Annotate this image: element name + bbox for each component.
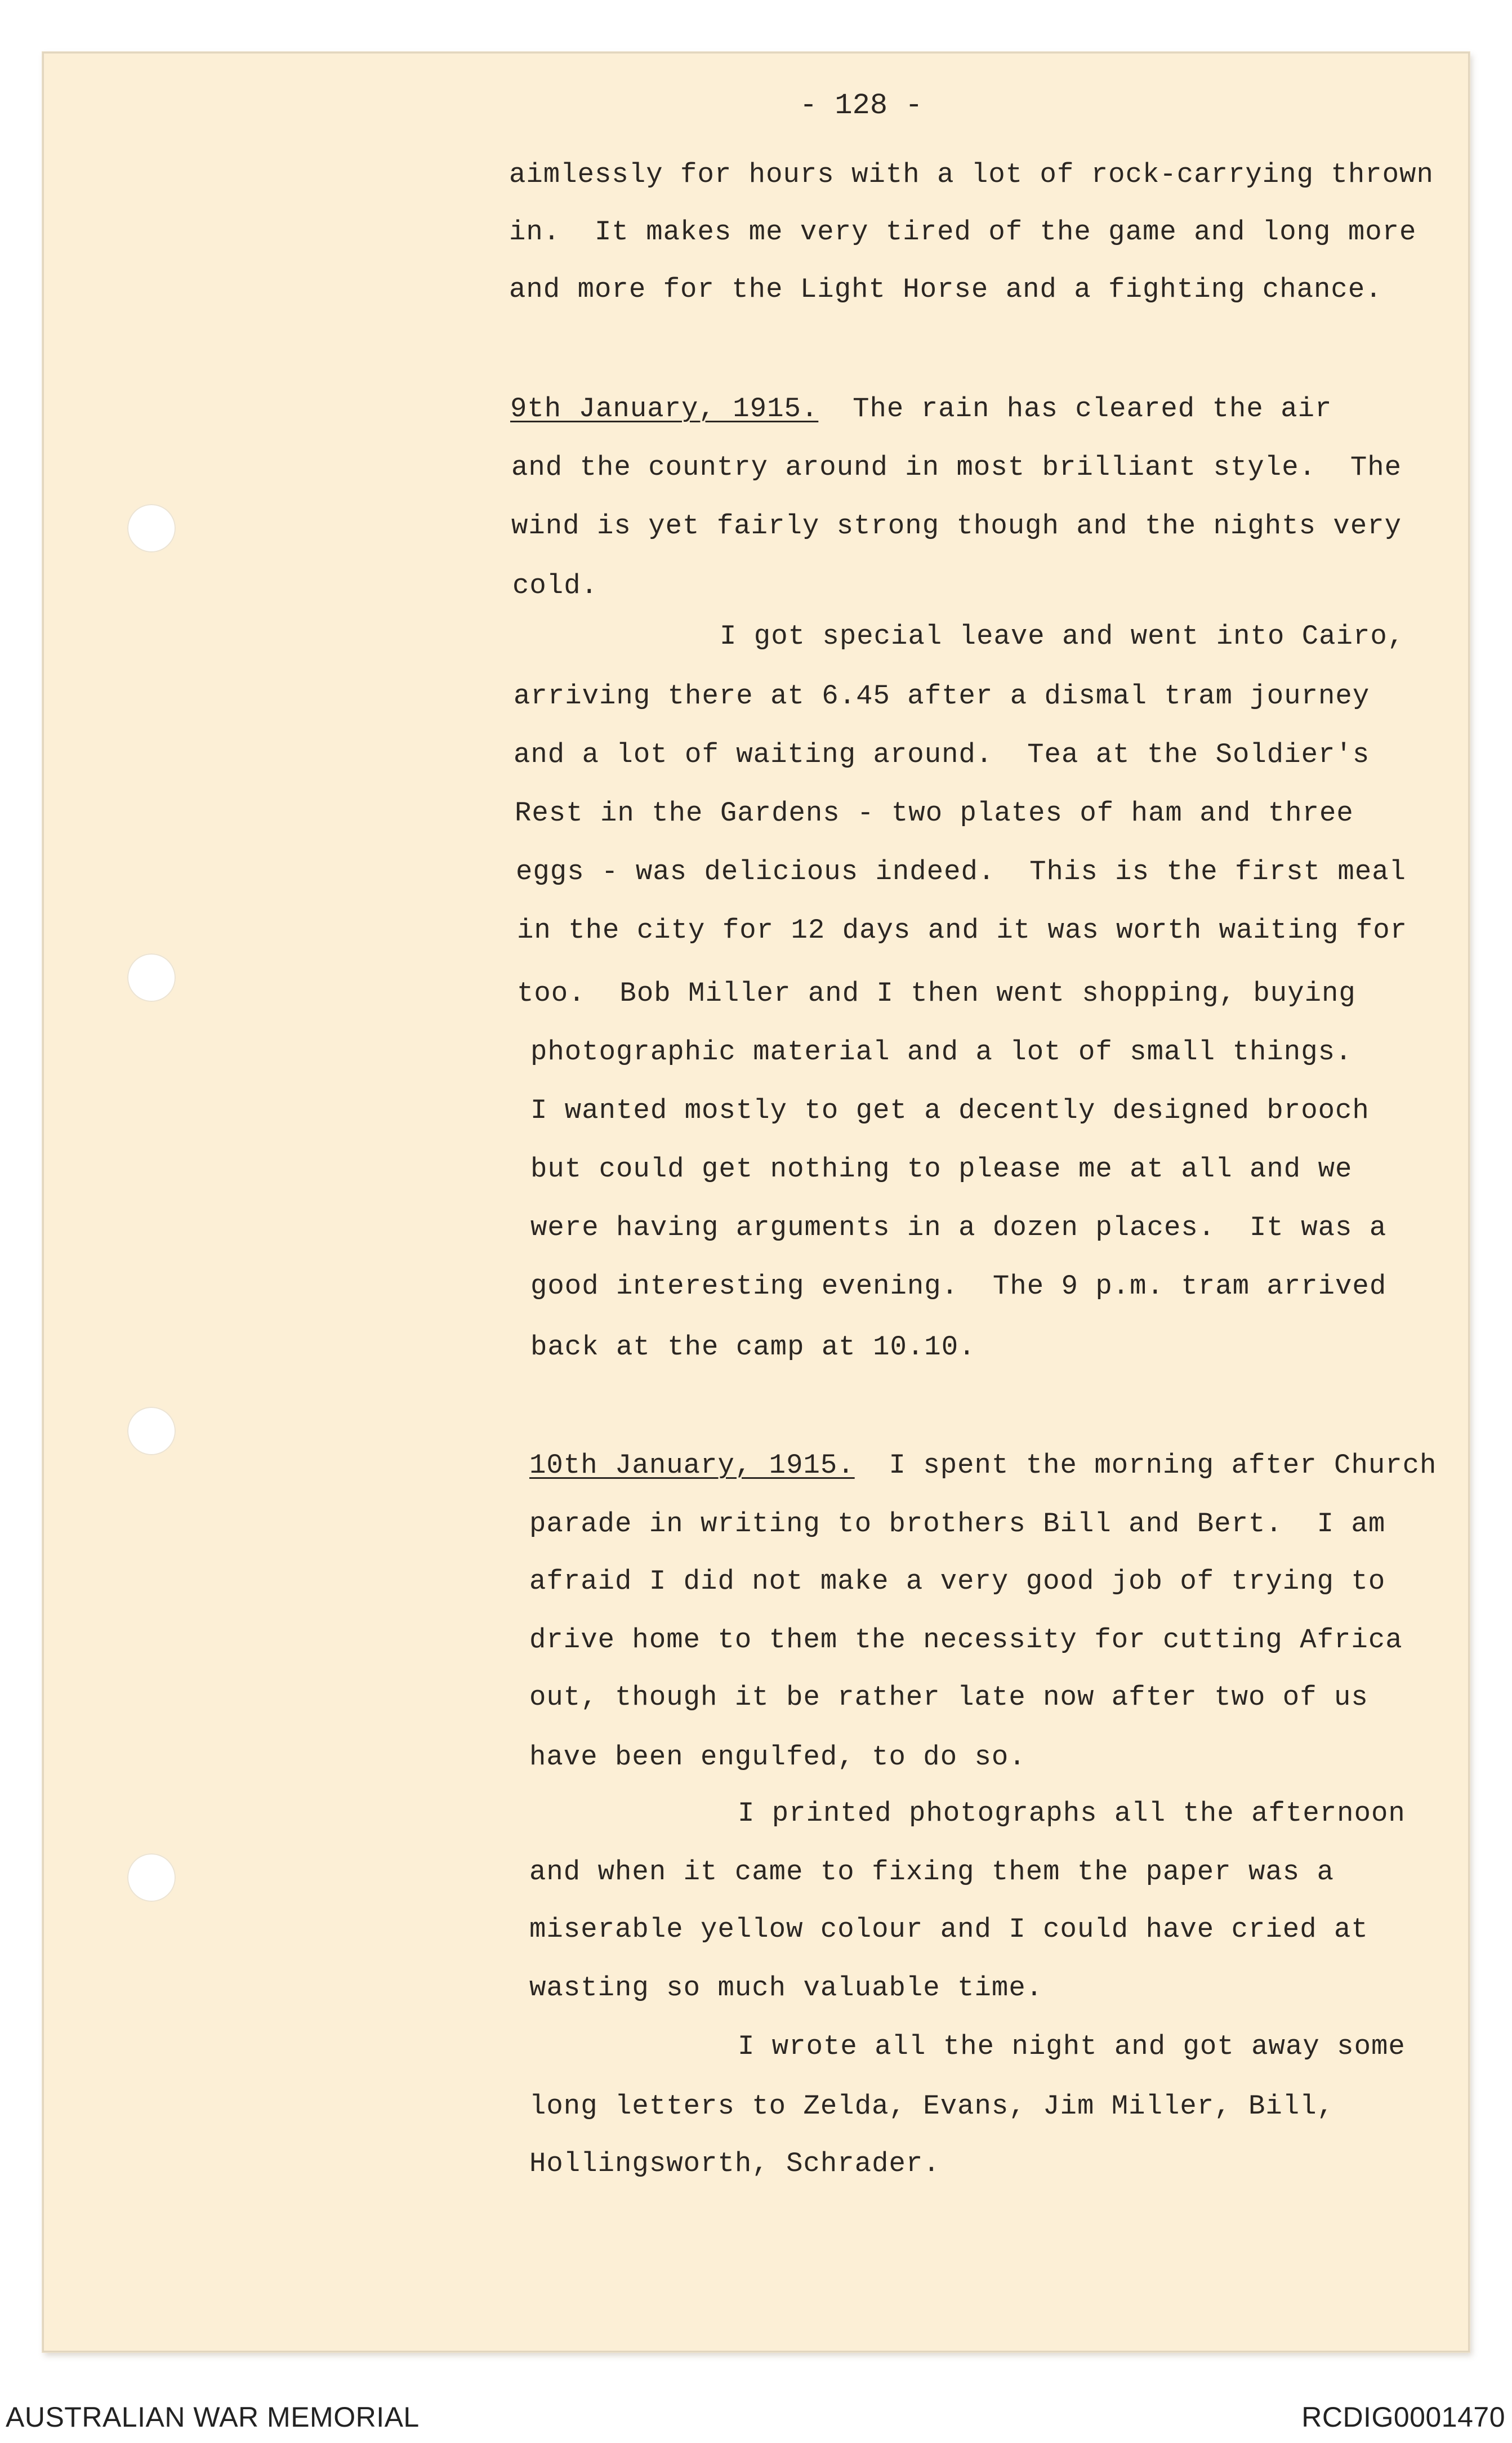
text-line: too. Bob Miller and I then went shopping, buying bbox=[517, 978, 1356, 1009]
text-line: long letters to Zelda, Evans, Jim Miller, Bill, bbox=[529, 2090, 1335, 2122]
archive-reference-id: RCDIG0001470 bbox=[1301, 2401, 1505, 2433]
text-line: eggs - was delicious indeed. This is the first meal bbox=[516, 856, 1407, 888]
text-line: but could get nothing to please me at all and we bbox=[530, 1153, 1353, 1185]
text-line: Hollingsworth, Schrader. bbox=[529, 2148, 940, 2179]
entry-date-heading: 10th January, 1915. bbox=[529, 1450, 855, 1481]
entry-text: I spent the morning after Church bbox=[854, 1450, 1437, 1481]
text-line: in. It makes me very tired of the game and long more bbox=[509, 216, 1417, 248]
text-line: Rest in the Gardens - two plates of ham and three bbox=[515, 797, 1354, 829]
text-line: wasting so much valuable time. bbox=[529, 1972, 1043, 2004]
text-line: aimlessly for hours with a lot of rock-carrying thrown bbox=[509, 159, 1434, 190]
punch-hole bbox=[127, 1853, 176, 1902]
entry-first-line bbox=[510, 392, 1332, 426]
text-line: I wanted mostly to get a decently designed brooch bbox=[530, 1095, 1370, 1126]
text-line: wind is yet fairly strong though and the nights very bbox=[511, 510, 1402, 542]
text-line: and when it came to fixing them the paper was a bbox=[529, 1856, 1335, 1888]
text-line: drive home to them the necessity for cutting Africa bbox=[529, 1624, 1403, 1656]
entry-date-heading: 9th January, 1915. bbox=[510, 393, 819, 425]
entry-text: The rain has cleared the air bbox=[818, 393, 1332, 425]
punch-hole bbox=[127, 1407, 176, 1455]
punch-hole bbox=[127, 953, 176, 1002]
text-line: in the city for 12 days and it was worth waiting for bbox=[517, 915, 1408, 946]
text-line: I wrote all the night and got away some bbox=[738, 2031, 1406, 2062]
text-line: were having arguments in a dozen places. It was a bbox=[530, 1212, 1387, 1243]
text-line: I printed photographs all the afternoon bbox=[738, 1798, 1406, 1829]
text-line: and more for the Light Horse and a fighting chance. bbox=[509, 274, 1382, 305]
text-line: have been engulfed, to do so. bbox=[529, 1741, 1026, 1773]
text-line: out, though it be rather late now after two of us bbox=[529, 1682, 1368, 1713]
text-line: afraid I did not make a very good job of trying to bbox=[529, 1566, 1386, 1597]
punch-hole bbox=[127, 504, 176, 552]
text-line: back at the camp at 10.10. bbox=[530, 1331, 976, 1363]
text-line: and the country around in most brilliant style. The bbox=[511, 452, 1402, 483]
text-line: parade in writing to brothers Bill and Bert. I am bbox=[529, 1508, 1386, 1540]
text-line: good interesting evening. The 9 p.m. tram arrived bbox=[530, 1270, 1387, 1302]
text-line: photographic material and a lot of small things. bbox=[530, 1036, 1353, 1068]
text-line: miserable yellow colour and I could have cried at bbox=[529, 1914, 1368, 1945]
archive-credit: AUSTRALIAN WAR MEMORIAL bbox=[6, 2401, 420, 2433]
page-number: - 128 - bbox=[800, 89, 923, 122]
text-line: arriving there at 6.45 after a dismal tram journey bbox=[514, 680, 1370, 712]
text-line: cold. bbox=[512, 570, 599, 601]
text-line: I got special leave and went into Cairo, bbox=[720, 621, 1405, 652]
entry-first-line bbox=[529, 1448, 1437, 1482]
text-line: and a lot of waiting around. Tea at the Soldier's bbox=[514, 739, 1370, 770]
